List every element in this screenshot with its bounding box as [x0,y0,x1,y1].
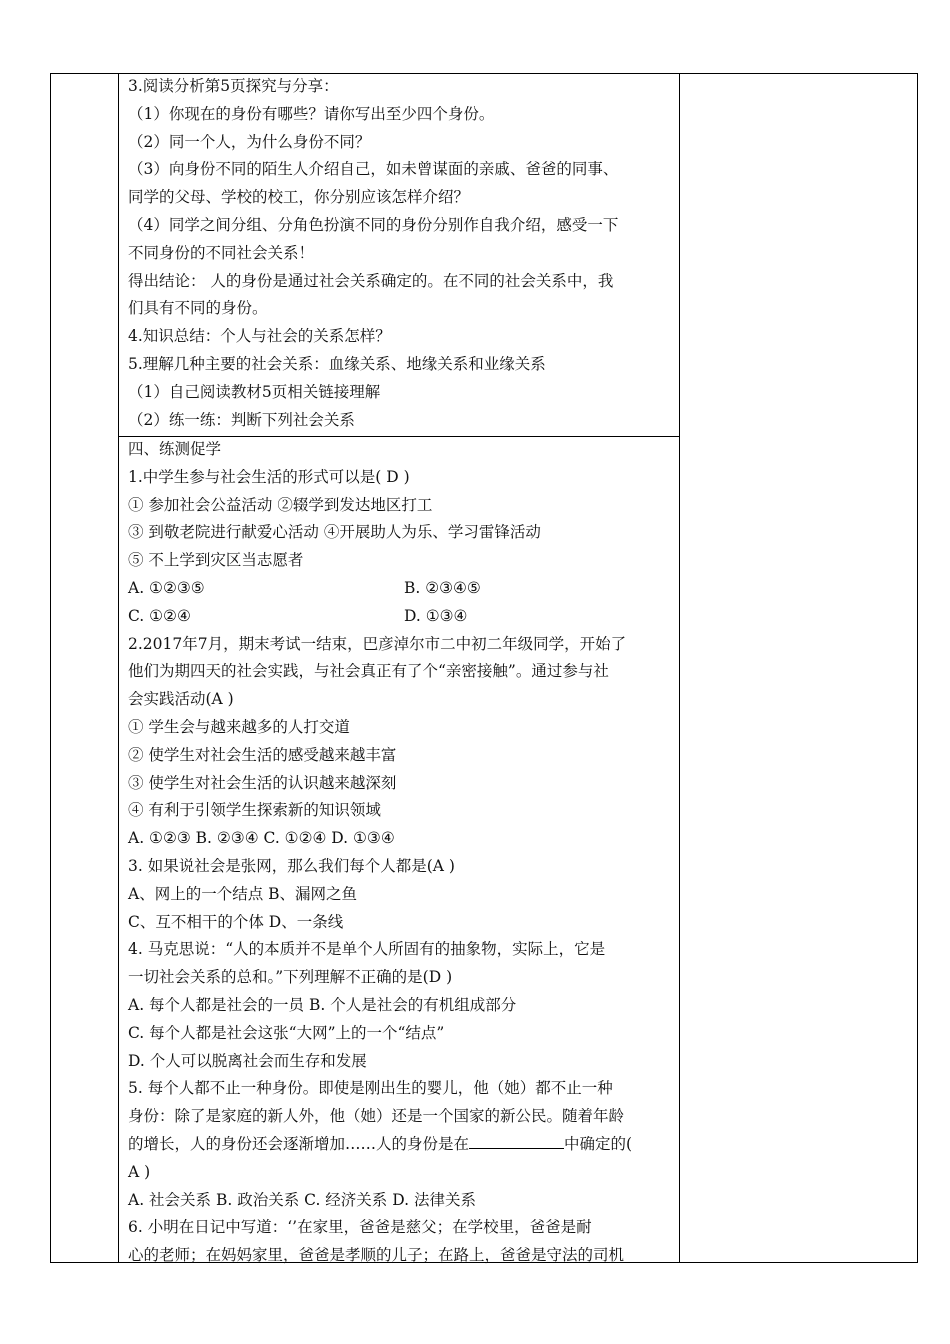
question-5-line: 5. 每个人都不止一种身份。即使是刚出生的婴儿，他（她）都不止一种 [128,1079,613,1098]
question-2-line: 2.2017年7月，期末考试一结束，巴彦淖尔市二中初二年级同学，开始了 [128,634,627,653]
text-line: 4.知识总结：个人与社会的关系怎样？ [128,327,391,346]
question-3-line: 3. 如果说社会是张网，那么我们每个人都是(A ) [128,856,455,875]
question-2-line: ④ 有利于引领学生探索新的知识领域 [128,801,381,820]
question-5-text: 中确定的( [564,1134,633,1153]
question-5-line [128,1131,673,1159]
column-divider-right [679,74,680,1262]
question-5-options: A. 社会关系 B. 政治关系 C. 经济关系 D. 法律关系 [128,1190,476,1209]
text-line: （2）同一个人，为什么身份不同？ [128,132,371,151]
question-3-line: A、网上的一个结点 B、漏网之鱼 [128,884,358,903]
question-6-line: 6. 小明在日记中写道：‘’在家里，爸爸是慈父；在学校里，爸爸是耐 [128,1218,592,1237]
question-4-line: D. 个人可以脱离社会而生存和发展 [128,1051,367,1070]
answer-blank [469,1134,564,1149]
question-4-line: 一切社会关系的总和。”下列理解不正确的是(D ) [128,968,453,987]
option-b: B. ②③④⑤ [404,578,481,597]
question-2-line: ② 使学生对社会生活的感受越来越丰富 [128,745,397,764]
question-1-options-ab [128,575,673,603]
text-line: （1）你现在的身份有哪些？请你写出至少四个身份。 [128,104,495,123]
option-d: D. ①③④ [404,606,468,625]
question-2-line: 他们为期四天的社会实践，与社会真正有了个“亲密接触”。通过参与社 [128,662,609,681]
question-2-line: ① 学生会与越来越多的人打交道 [128,717,350,736]
question-5-text: 的增长，人的身份还会逐渐增加……人的身份是在 [128,1134,470,1153]
section-practice [128,436,673,1270]
question-5-line: 身份：除了是家庭的新人外，他（她）还是一个国家的新公民。随着年龄 [128,1107,625,1126]
question-1-options-cd [128,603,673,631]
question-4-line: C. 每个人都是社会这张“大网”上的一个“结点” [128,1023,445,1042]
option-c: C. ①②④ [128,606,191,625]
question-1-item: ⑤ 不上学到灾区当志愿者 [128,551,304,570]
text-line: （3）向身份不同的陌生人介绍自己，如未曾谋面的亲戚、爸爸的同事、 [128,160,619,179]
question-1-stem: 1.中学生参与社会生活的形式可以是( D ) [128,467,410,486]
section-reading-analysis [128,73,673,434]
question-6-line: 心的老师；在妈妈家里，爸爸是孝顺的儿子；在路上，爸爸是守法的司机 [128,1246,625,1265]
text-line: （2）练一练：判断下列社会关系 [128,410,355,429]
text-line: 不同身份的不同社会关系！ [128,243,315,262]
text-line: （1）自己阅读教材5页相关链接理解 [128,382,381,401]
text-line: 5.理解几种主要的社会关系：血缘关系、地缘关系和业缘关系 [128,354,546,373]
question-4-line: 4. 马克思说：“人的本质并不是单个人所固有的抽象物，实际上，它是 [128,940,606,959]
column-divider-left [118,74,119,1262]
question-3-line: C、互不相干的个体 D、一条线 [128,912,344,931]
question-4-line: A. 每个人都是社会的一员 B. 个人是社会的有机组成部分 [128,995,517,1014]
text-line: （4）同学之间分组、分角色扮演不同的身份分别作自我介绍，感受一下 [128,215,619,234]
text-line: 得出结论： 人的身份是通过社会关系确定的。在不同的社会关系中，我 [128,271,614,290]
text-line: 3.阅读分析第5页探究与分享： [128,77,339,95]
text-line: 们具有不同的身份。 [128,299,268,318]
option-a: A. ①②③⑤ [128,578,205,597]
question-2-line: A. ①②③ B. ②③④ C. ①②④ D. ①③④ [128,829,395,848]
question-1-item: ① 参加社会公益活动 ②辍学到发达地区打工 [128,495,433,514]
question-5-answer: A ) [128,1162,151,1181]
section-heading: 四、练测促学 [128,440,222,458]
question-2-line: 会实践活动(A ) [128,690,234,709]
question-1-item: ③ 到敬老院进行献爱心活动 ④开展助人为乐、学习雷锋活动 [128,523,541,542]
text-line: 同学的父母、学校的校工，你分别应该怎样介绍？ [128,188,470,207]
question-2-line: ③ 使学生对社会生活的认识越来越深刻 [128,773,397,792]
